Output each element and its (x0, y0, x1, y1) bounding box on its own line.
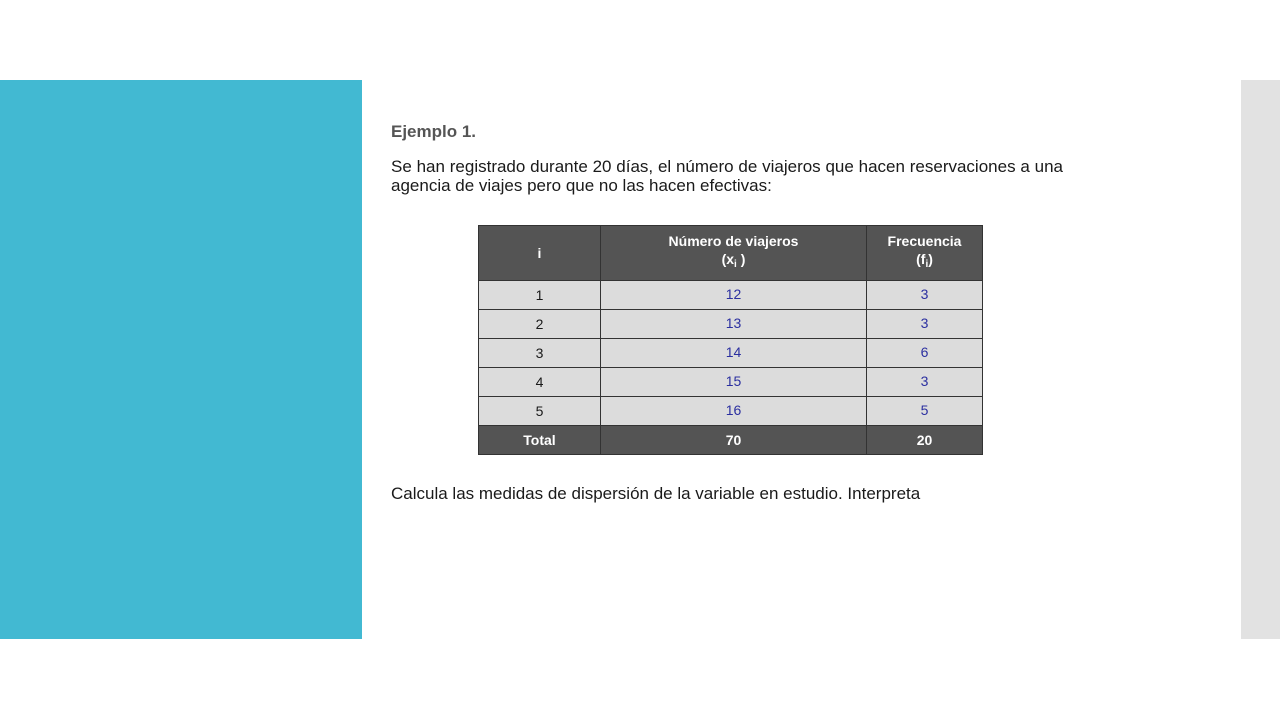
frequency-table (478, 225, 983, 455)
cell-frecuencia: 6 (867, 339, 983, 368)
total-frecuencia: 20 (867, 426, 983, 455)
cell-index: 3 (479, 339, 601, 368)
table-row (479, 310, 983, 339)
table-row (479, 339, 983, 368)
cell-frecuencia: 3 (867, 368, 983, 397)
cell-index: 1 (479, 281, 601, 310)
cell-frecuencia: 3 (867, 310, 983, 339)
total-label: Total (479, 426, 601, 455)
example-heading: Ejemplo 1. (391, 122, 477, 141)
slide-content (391, 121, 1063, 195)
closing-instruction: Calcula las medidas de dispersión de la variable en estudio. Interpreta (391, 484, 921, 503)
intro-paragraph: Se han registrado durante 20 días, el número de viajeros que hacen reservaciones a una agencia de viajes pero que no las hacen efectivas: (391, 157, 1063, 195)
cell-index: 4 (479, 368, 601, 397)
side-strip (1241, 80, 1280, 639)
table-total-row (479, 426, 983, 455)
header-viajeros: Número de viajeros ($x_i$ ) (601, 226, 867, 281)
header-index: i (479, 226, 601, 281)
header-frecuencia: Frecuencia $(f_i)$ (867, 226, 983, 281)
cell-viajeros: 12 (601, 281, 867, 310)
cell-index: 5 (479, 397, 601, 426)
frequency-table-wrap (478, 225, 982, 455)
cell-index: 2 (479, 310, 601, 339)
table-row (479, 368, 983, 397)
cell-frecuencia: 3 (867, 281, 983, 310)
cell-viajeros: 14 (601, 339, 867, 368)
cell-viajeros: 15 (601, 368, 867, 397)
cell-viajeros: 16 (601, 397, 867, 426)
table-header-row (479, 226, 983, 281)
cell-frecuencia: 5 (867, 397, 983, 426)
cell-viajeros: 13 (601, 310, 867, 339)
accent-panel (0, 80, 362, 639)
table-row (479, 397, 983, 426)
table-row (479, 281, 983, 310)
total-viajeros: 70 (601, 426, 867, 455)
